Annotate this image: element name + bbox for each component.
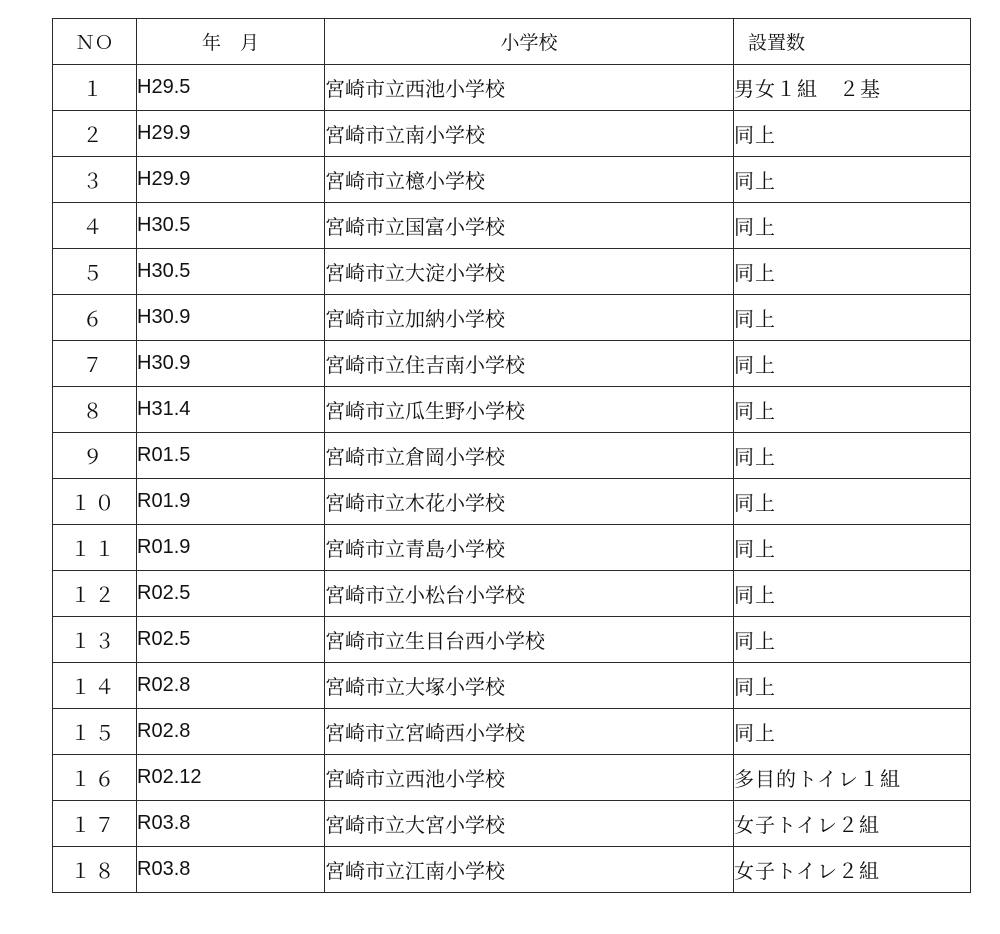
- cell-school: 宮崎市立倉岡小学校: [325, 433, 734, 479]
- cell-school: 宮崎市立瓜生野小学校: [325, 387, 734, 433]
- table-row: [53, 709, 971, 755]
- cell-school: 宮崎市立大塚小学校: [325, 663, 734, 709]
- cell-school: 宮崎市立南小学校: [325, 111, 734, 157]
- cell-school: 宮崎市立大宮小学校: [325, 801, 734, 847]
- cell-no: ６: [53, 295, 137, 341]
- cell-count: 同上: [734, 203, 971, 249]
- cell-no: １３: [53, 617, 137, 663]
- cell-count: 女子トイレ２組: [734, 847, 971, 893]
- cell-date: R01.9: [137, 479, 325, 525]
- cell-date: H30.5: [137, 249, 325, 295]
- cell-no: ９: [53, 433, 137, 479]
- table-row: [53, 387, 971, 433]
- cell-count: 同上: [734, 433, 971, 479]
- cell-no: １０: [53, 479, 137, 525]
- cell-date: R02.8: [137, 709, 325, 755]
- table-body: [53, 65, 971, 893]
- cell-school: 宮崎市立西池小学校: [325, 755, 734, 801]
- table-row: [53, 341, 971, 387]
- table-row: [53, 433, 971, 479]
- cell-date: R01.5: [137, 433, 325, 479]
- table-row: [53, 65, 971, 111]
- cell-no: ５: [53, 249, 137, 295]
- cell-school: 宮崎市立小松台小学校: [325, 571, 734, 617]
- cell-school: 宮崎市立加納小学校: [325, 295, 734, 341]
- cell-date: R02.8: [137, 663, 325, 709]
- table-row: [53, 111, 971, 157]
- table-row: [53, 755, 971, 801]
- cell-count: 同上: [734, 387, 971, 433]
- header-date: 年 月: [137, 19, 325, 65]
- cell-school: 宮崎市立宮崎西小学校: [325, 709, 734, 755]
- cell-school: 宮崎市立住吉南小学校: [325, 341, 734, 387]
- cell-date: R02.5: [137, 617, 325, 663]
- cell-school: 宮崎市立生目台西小学校: [325, 617, 734, 663]
- cell-no: １８: [53, 847, 137, 893]
- cell-count: 同上: [734, 295, 971, 341]
- table-row: [53, 203, 971, 249]
- cell-date: H29.9: [137, 157, 325, 203]
- table-row: [53, 295, 971, 341]
- cell-count: 同上: [734, 571, 971, 617]
- table-row: [53, 157, 971, 203]
- cell-date: R03.8: [137, 847, 325, 893]
- cell-count: 同上: [734, 617, 971, 663]
- header-row: [53, 19, 971, 65]
- cell-count: 同上: [734, 111, 971, 157]
- cell-no: １: [53, 65, 137, 111]
- cell-school: 宮崎市立大淀小学校: [325, 249, 734, 295]
- header-no: ＮＯ: [53, 19, 137, 65]
- cell-no: １７: [53, 801, 137, 847]
- table-row: [53, 249, 971, 295]
- cell-count: 同上: [734, 341, 971, 387]
- cell-no: ４: [53, 203, 137, 249]
- cell-count: 同上: [734, 157, 971, 203]
- cell-no: ２: [53, 111, 137, 157]
- table-row: [53, 801, 971, 847]
- cell-date: H31.4: [137, 387, 325, 433]
- installation-table: [52, 18, 971, 893]
- cell-date: R02.12: [137, 755, 325, 801]
- cell-date: H29.9: [137, 111, 325, 157]
- cell-no: ８: [53, 387, 137, 433]
- cell-school: 宮崎市立国富小学校: [325, 203, 734, 249]
- cell-no: １５: [53, 709, 137, 755]
- table-row: [53, 617, 971, 663]
- table-row: [53, 479, 971, 525]
- cell-count: 同上: [734, 249, 971, 295]
- cell-count: 女子トイレ２組: [734, 801, 971, 847]
- cell-date: R03.8: [137, 801, 325, 847]
- cell-no: ３: [53, 157, 137, 203]
- cell-school: 宮崎市立江南小学校: [325, 847, 734, 893]
- table-row: [53, 847, 971, 893]
- header-count: 設置数: [734, 19, 971, 65]
- cell-school: 宮崎市立青島小学校: [325, 525, 734, 571]
- cell-count: 同上: [734, 479, 971, 525]
- cell-date: H30.5: [137, 203, 325, 249]
- cell-count: 男女１組 ２基: [734, 65, 971, 111]
- cell-count: 多目的トイレ１組: [734, 755, 971, 801]
- cell-school: 宮崎市立木花小学校: [325, 479, 734, 525]
- cell-count: 同上: [734, 525, 971, 571]
- cell-school: 宮崎市立西池小学校: [325, 65, 734, 111]
- cell-date: H29.5: [137, 65, 325, 111]
- cell-no: １１: [53, 525, 137, 571]
- table-row: [53, 571, 971, 617]
- cell-no: １６: [53, 755, 137, 801]
- cell-date: H30.9: [137, 341, 325, 387]
- header-school: 小学校: [325, 19, 734, 65]
- cell-date: H30.9: [137, 295, 325, 341]
- cell-school: 宮崎市立檍小学校: [325, 157, 734, 203]
- table-row: [53, 663, 971, 709]
- cell-no: １４: [53, 663, 137, 709]
- cell-count: 同上: [734, 663, 971, 709]
- cell-date: R02.5: [137, 571, 325, 617]
- cell-no: ７: [53, 341, 137, 387]
- cell-count: 同上: [734, 709, 971, 755]
- cell-date: R01.9: [137, 525, 325, 571]
- cell-no: １２: [53, 571, 137, 617]
- table-row: [53, 525, 971, 571]
